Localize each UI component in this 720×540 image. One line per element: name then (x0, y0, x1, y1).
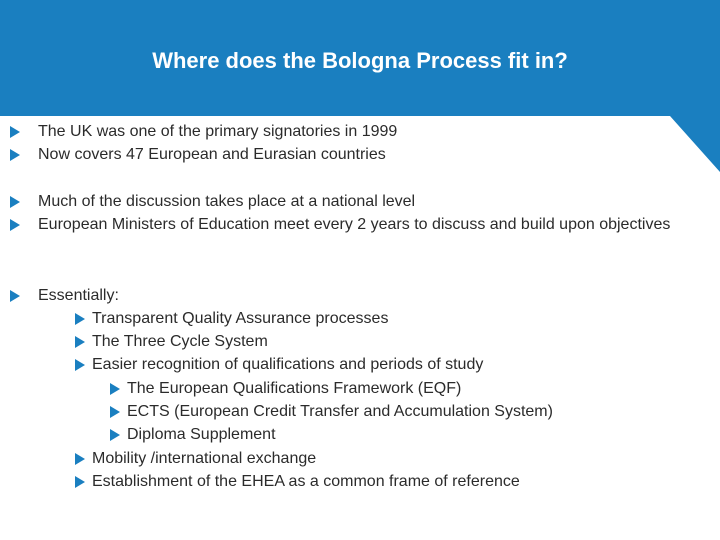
bullet-triangle-icon (10, 126, 20, 138)
bullet-triangle-icon (75, 313, 85, 325)
bullet-triangle-icon (75, 453, 85, 465)
list-item (75, 354, 483, 376)
bullet-triangle-icon (75, 476, 85, 488)
slide-header (0, 0, 720, 116)
slide-title: Where does the Bologna Process fit in? (152, 48, 568, 73)
bullet-text: Easier recognition of qualifications and periods of study (92, 356, 484, 373)
bullet-text: ECTS (European Credit Transfer and Accumulation System) (127, 403, 553, 420)
list-item (10, 144, 386, 166)
bullet-triangle-icon (10, 149, 20, 161)
list-item (75, 308, 388, 330)
list-item (10, 214, 678, 236)
bullet-text: European Ministers of Education meet every 2 years to discuss and build upon objectives (38, 216, 671, 233)
list-item (10, 121, 397, 143)
bullet-triangle-icon (110, 383, 120, 395)
list-item (110, 424, 276, 446)
bullet-text: Mobility /international exchange (92, 450, 317, 467)
bullet-text: The UK was one of the primary signatories in 1999 (38, 123, 398, 140)
bullet-triangle-icon (10, 196, 20, 208)
list-item (75, 448, 316, 470)
bullet-text: Much of the discussion takes place at a national level (38, 193, 416, 210)
list-item (110, 401, 553, 423)
bullet-triangle-icon (110, 429, 120, 441)
list-item (10, 191, 415, 213)
bullet-text: Transparent Quality Assurance processes (92, 310, 389, 327)
bullet-triangle-icon (75, 359, 85, 371)
bullet-text: Now covers 47 European and Eurasian countries (38, 146, 386, 163)
list-item (75, 331, 268, 353)
bullet-triangle-icon (10, 219, 20, 231)
bullet-text: The Three Cycle System (92, 333, 268, 350)
bullet-triangle-icon (75, 336, 85, 348)
bullet-text: The European Qualifications Framework (EQF) (127, 380, 462, 397)
list-item (10, 285, 119, 307)
bullet-text: Diploma Supplement (127, 426, 276, 443)
bullet-triangle-icon (10, 290, 20, 302)
bullet-text: Establishment of the EHEA as a common frame of reference (92, 473, 520, 490)
bullet-text: Essentially: (38, 287, 119, 304)
list-item (110, 378, 461, 400)
list-item (75, 471, 520, 493)
bullet-triangle-icon (110, 406, 120, 418)
